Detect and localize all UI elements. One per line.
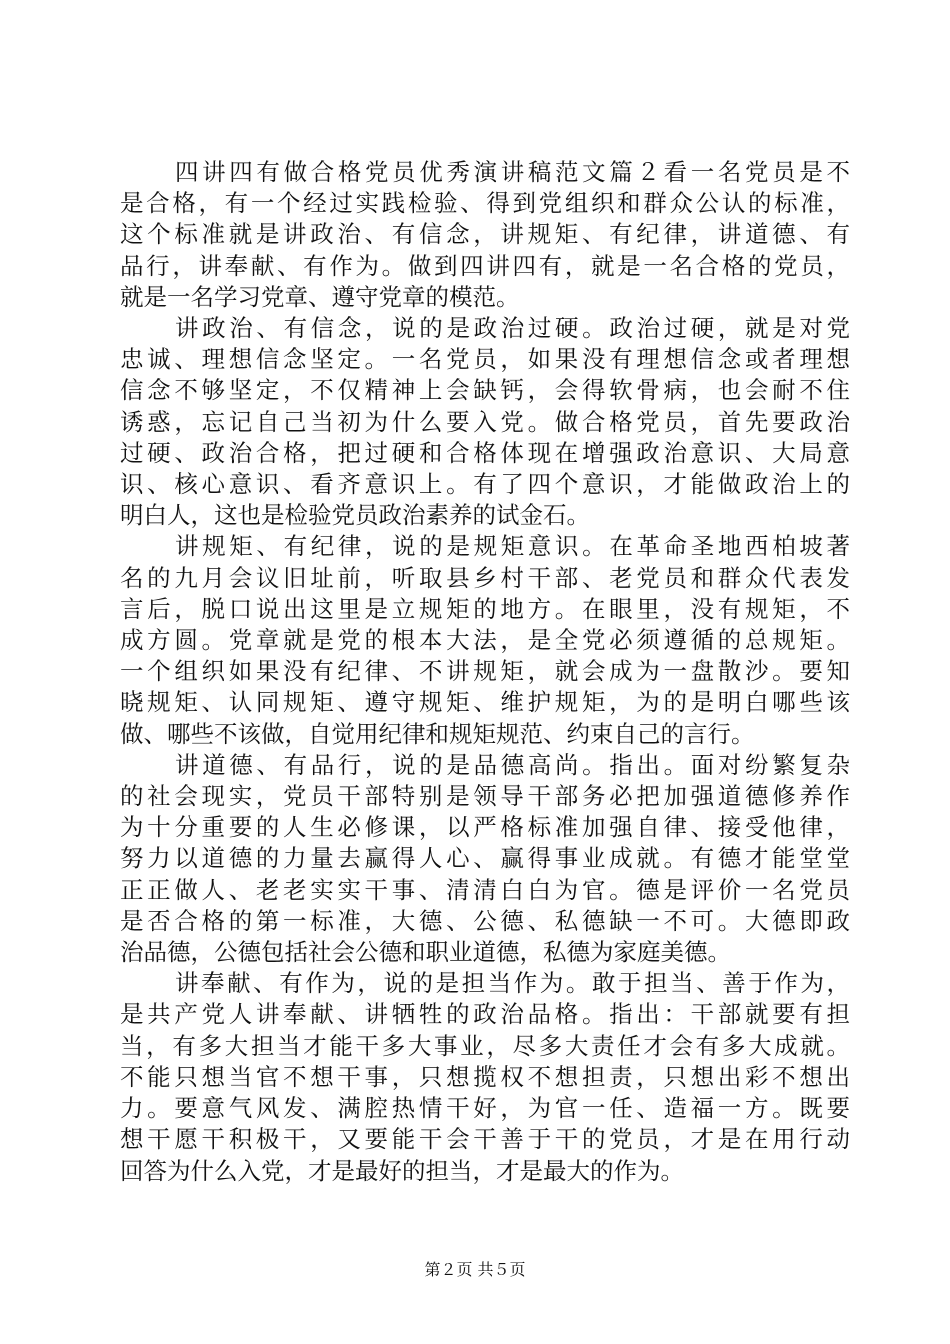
text-line: 这个标准就是讲政治、有信念，讲规矩、有纪律，讲道德、有 <box>120 220 850 249</box>
paragraph <box>120 531 850 749</box>
text-line: 成方圆。党章就是党的根本大法，是全党必须遵循的总规矩。 <box>120 626 850 655</box>
text-line: 明白人，这也是检验党员政治素养的试金石。 <box>120 501 590 530</box>
text-line: 力。要意气风发、满腔热情干好，为官一任、造福一方。既要 <box>120 1094 850 1123</box>
text-line: 是否合格的第一标准，大德、公德、私德缺一不可。大德即政 <box>120 906 850 935</box>
text-line: 名的九月会议旧址前，听取县乡村干部、老党员和群众代表发 <box>120 563 850 592</box>
paragraph <box>120 313 850 531</box>
paragraph <box>120 157 850 313</box>
text-line: 不能只想当官不想干事，只想揽权不想担责，只想出彩不想出 <box>120 1062 850 1091</box>
text-line: 努力以道德的力量去赢得人心、赢得事业成就。有德才能堂堂 <box>120 844 850 873</box>
text-line: 当，有多大担当才能干多大事业，尽多大责任才会有多大成就。 <box>120 1031 850 1060</box>
text-line: 讲政治、有信念，说的是政治过硬。政治过硬，就是对党 <box>174 314 850 343</box>
text-line: 就是一名学习党章、遵守党章的模范。 <box>120 282 520 311</box>
text-line: 诱惑，忘记自己当初为什么要入党。做合格党员，首先要政治 <box>120 407 850 436</box>
text-line: 想干愿干积极干，又要能干会干善于干的党员，才是在用行动 <box>120 1125 850 1154</box>
text-line: 正正做人、老老实实干事、清清白白为官。德是评价一名党员 <box>120 875 850 904</box>
text-line: 忠诚、理想信念坚定。一名党员，如果没有理想信念或者理想 <box>120 345 850 374</box>
text-line: 回答为什么入党，才是最好的担当，才是最大的作为。 <box>120 1156 684 1185</box>
text-line: 四讲四有做合格党员优秀演讲稿范文篇２看一名党员是不 <box>174 158 850 186</box>
text-line: 是共产党人讲奉献、讲牺牲的政治品格。指出：干部就要有担 <box>120 1000 850 1029</box>
text-line: 言后，脱口说出这里是立规矩的地方。在眼里，没有规矩，不 <box>120 594 850 623</box>
text-line: 一个组织如果没有纪律、不讲规矩，就会成为一盘散沙。要知 <box>120 657 850 686</box>
paragraph <box>120 750 850 968</box>
text-line: 讲规矩、有纪律，说的是规矩意识。在革命圣地西柏坡著 <box>174 532 850 561</box>
text-line: 做、哪些不该做，自觉用纪律和规矩规范、约束自己的言行。 <box>120 719 755 748</box>
paragraph <box>120 968 850 1186</box>
text-line: 讲道德、有品行，说的是品德高尚。指出。面对纷繁复杂 <box>174 750 850 779</box>
text-line: 晓规矩、认同规矩、遵守规矩、维护规矩，为的是明白哪些该 <box>120 688 850 717</box>
text-line: 治品德，公德包括社会公德和职业道德，私德为家庭美德。 <box>120 938 731 967</box>
text-line: 过硬、政治合格，把过硬和合格体现在增强政治意识、大局意 <box>120 438 850 467</box>
text-line: 品行，讲奉献、有作为。做到四讲四有，就是一名合格的党员， <box>120 251 850 280</box>
text-line: 识、核心意识、看齐意识上。有了四个意识，才能做政治上的 <box>120 470 850 499</box>
text-line: 为十分重要的人生必修课，以严格标准加强自律、接受他律， <box>120 813 850 842</box>
text-line: 是合格，有一个经过实践检验、得到党组织和群众公认的标准， <box>120 189 850 218</box>
text-line: 讲奉献、有作为，说的是担当作为。敢于担当、善于作为， <box>174 969 850 998</box>
text-line: 的社会现实，党员干部特别是领导干部务必把加强道德修养作 <box>120 782 850 811</box>
text-line: 信念不够坚定，不仅精神上会缺钙，会得软骨病，也会耐不住 <box>120 376 850 405</box>
document-body <box>120 157 850 1187</box>
page-footer: 第２页 共５页 <box>424 1260 526 1279</box>
